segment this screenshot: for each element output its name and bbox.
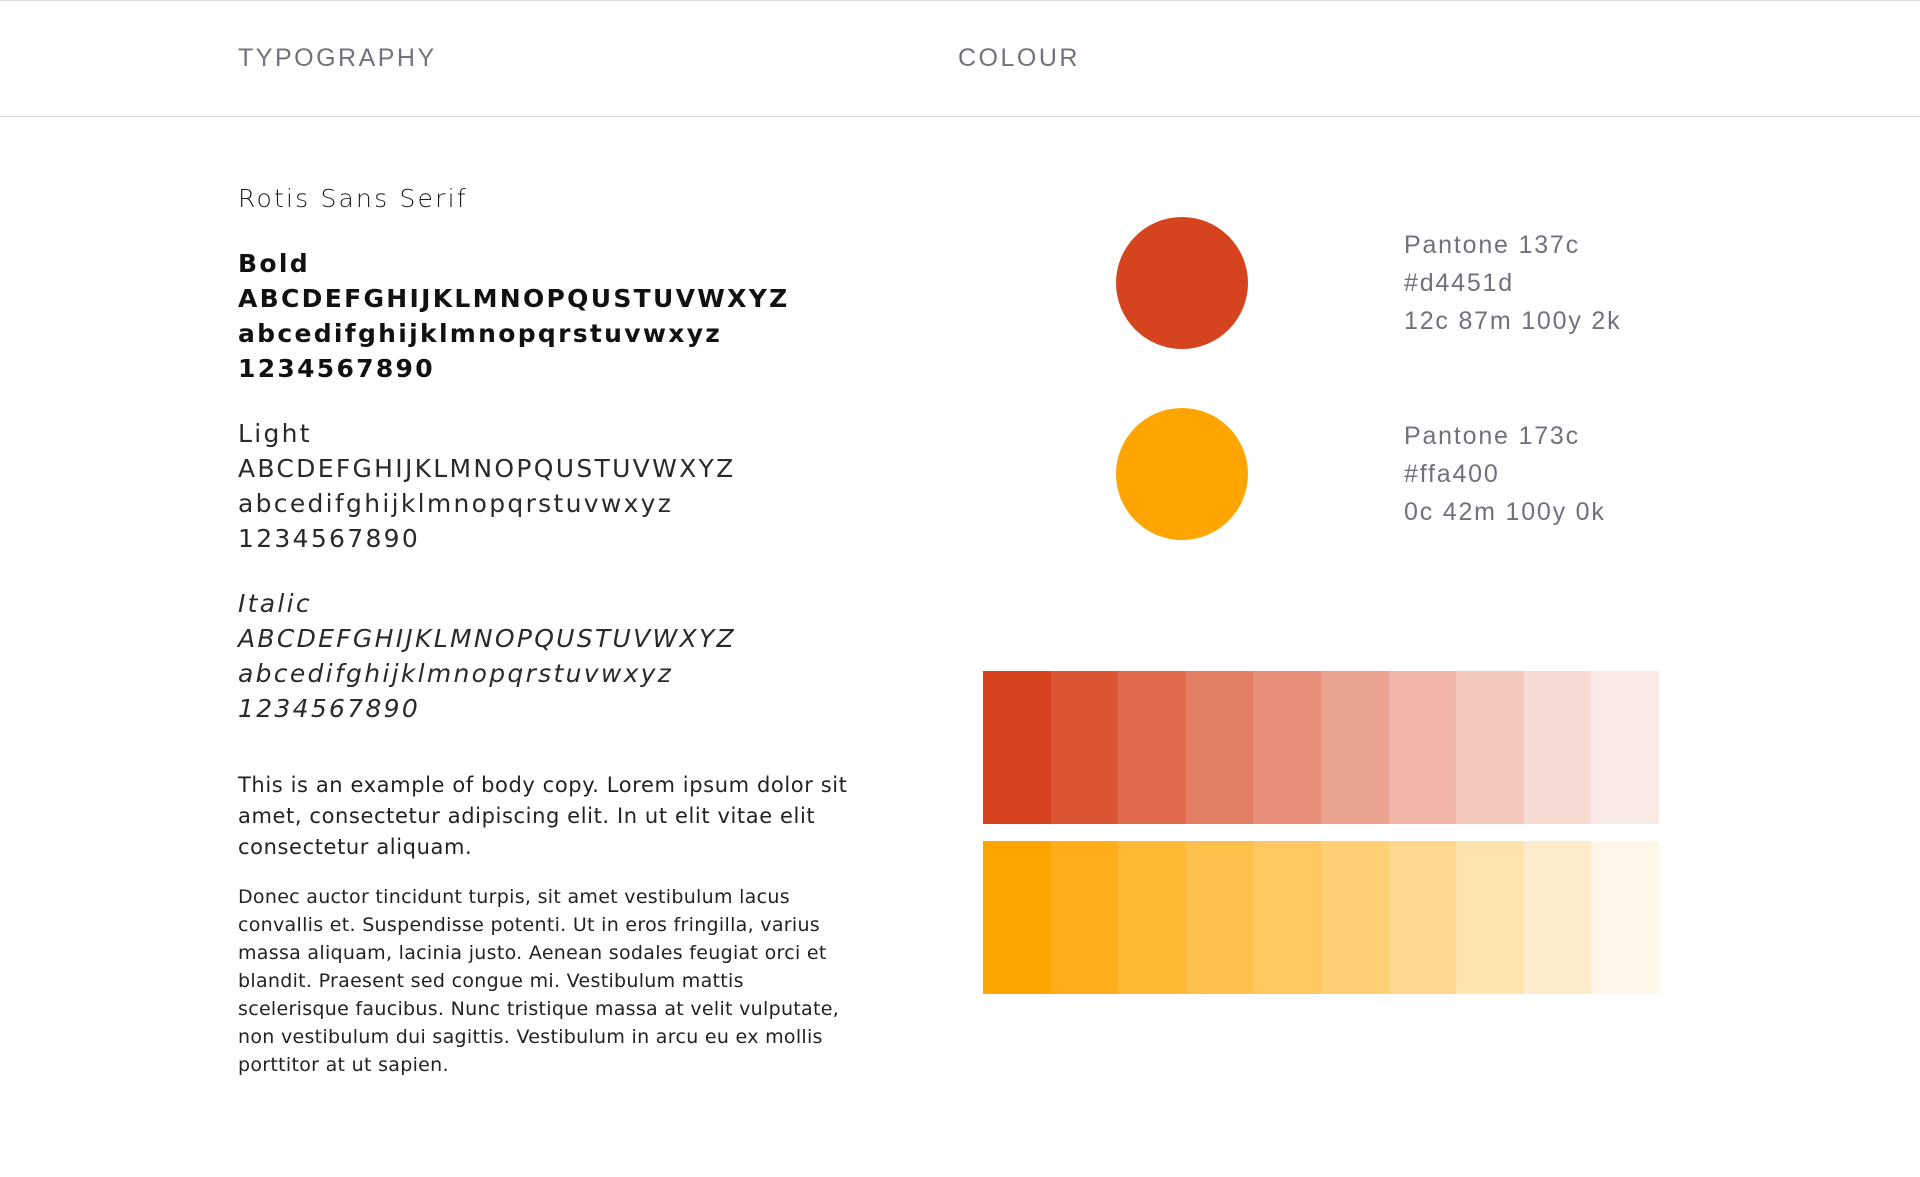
specimen-uppercase: ABCDEFGHIJKLMNOPQUSTUVWXYZ [238,454,736,483]
specimen-uppercase: ABCDEFGHIJKLMNOPQUSTUVWXYZ [238,624,736,653]
hex-code: #ffa400 [1404,460,1500,488]
tint-cell [1389,671,1457,824]
colour-swatch-red [1116,217,1621,349]
tint-cell [1186,841,1254,994]
specimen-uppercase: ABCDEFGHIJKLMNOPQUSTUVWXYZ [238,284,790,313]
pantone-code: Pantone 137c [1404,231,1580,259]
specimen-label: Light [238,419,312,448]
specimen-lowercase: abcedifghijklmnopqrstuvwxyz [238,489,674,518]
tint-cell [1321,841,1389,994]
tint-cell [1051,671,1119,824]
specimen-numerals: 1234567890 [238,524,421,553]
specimen-italic [238,586,858,726]
specimen-lowercase: abcedifghijklmnopqrstuvwxyz [238,659,674,688]
typography-section [238,180,858,1079]
specimen-label: Italic [238,589,312,618]
tint-cell [1051,841,1119,994]
body-copy-small-sample: Donec auctor tincidunt turpis, sit amet vestibulum lacus convallis et. Suspendisse potenti. Ut in eros fringilla, varius massa aliquam, lacinia justo. Aenean sodales feugiat orci et blandit. Praesent sed congue mi. Vestibulum mattis scelerisque faucibus. Nunc tristique massa at velit vulputate, non vestibulum dui sagittis. Vestibulum in arcu eu ex mollis porttitor at ut sapien. [238,886,840,1076]
tint-cell [1456,671,1524,824]
specimen-numerals: 1234567890 [238,354,435,383]
tint-cell [1118,671,1186,824]
tint-cell [1118,841,1186,994]
pantone-code: Pantone 173c [1404,422,1580,450]
tint-cell [1524,671,1592,824]
swatch-circle [1116,217,1248,349]
tint-cell [1253,671,1321,824]
tint-cell [1591,671,1659,824]
tint-cell [1524,841,1592,994]
tint-cell [983,671,1051,824]
tint-cell [1321,671,1389,824]
font-name: Rotis Sans Serif [238,184,468,213]
header [0,0,1920,117]
colour-swatch-orange [1116,408,1606,540]
specimen-numerals: 1234567890 [238,694,421,723]
tint-cell [1186,671,1254,824]
swatch-circle [1116,408,1248,540]
cmyk-code: 12c 87m 100y 2k [1404,307,1622,335]
tint-cell [1389,841,1457,994]
colour-heading: COLOUR [958,44,1080,72]
specimen-label: Bold [238,249,310,278]
typography-heading: TYPOGRAPHY [238,44,437,72]
orange-tint-strip [983,841,1659,994]
red-tint-strip [983,671,1659,824]
swatch-info [1404,417,1606,531]
hex-code: #d4451d [1404,269,1514,297]
tint-cell [1253,841,1321,994]
swatch-info [1404,226,1621,340]
tint-cell [983,841,1051,994]
tint-cell [1456,841,1524,994]
body-copy-sample: This is an example of body copy. Lorem ipsum dolor sit amet, consectetur adipiscing elit. In ut elit vitae elit consectetur aliquam. [238,773,848,859]
specimen-light [238,416,858,556]
specimen-bold [238,246,858,386]
specimen-lowercase: abcedifghijklmnopqrstuvwxyz [238,319,723,348]
tint-cell [1591,841,1659,994]
cmyk-code: 0c 42m 100y 0k [1404,498,1606,526]
